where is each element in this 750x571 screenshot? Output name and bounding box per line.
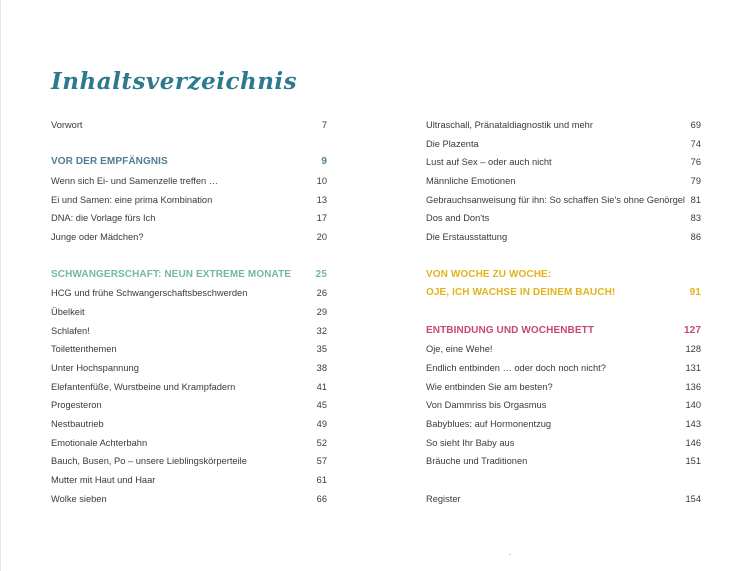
toc-entry[interactable] [426, 135, 701, 154]
entry-title: Babyblues: auf Hormonentzug [426, 419, 552, 429]
section-title: SCHWANGERSCHAFT: NEUN EXTREME MONATE [51, 268, 292, 280]
entry-title: Endlich entbinden … oder doch noch nicht? [426, 362, 606, 373]
page-number: 45 [316, 400, 327, 411]
page-number: 32 [316, 325, 327, 336]
toc-entry[interactable] [426, 153, 701, 172]
toc-entry[interactable] [51, 228, 327, 247]
toc-column-right [426, 116, 701, 508]
page-number: 146 [685, 437, 701, 448]
entry-title: Junge oder Mädchen? [51, 232, 144, 243]
toc-title: Inhaltsverzeichnis [51, 68, 298, 95]
toc-entry[interactable] [51, 191, 327, 210]
entry-title: Von Dammriss bis Orgasmus [426, 400, 547, 411]
toc-entry[interactable] [51, 340, 327, 359]
page-number: 35 [316, 344, 327, 355]
entry-title: Emotionale Achterbahn [51, 437, 148, 448]
page-number: 143 [685, 419, 701, 429]
entry-title: Gebrauchsanweisung für ihn: So schaffen Sie's ohne Genörgel [426, 194, 685, 205]
entry-title: Wenn sich Ei- und Samenzelle treffen … [51, 176, 219, 187]
entry-title: Dos and Don'ts [426, 213, 490, 224]
entry-title: DNA: die Vorlage fürs Ich [51, 213, 156, 224]
page-number: 83 [690, 213, 701, 224]
entry-title: HCG und frühe Schwangerschaftsbeschwerden [51, 288, 248, 299]
entry-title: Ei und Samen: eine prima Kombination [51, 194, 213, 205]
toc-entry[interactable] [51, 396, 327, 415]
page-number: 41 [316, 381, 327, 392]
page-number: 26 [316, 288, 327, 299]
entry-title: So sieht Ihr Baby aus [426, 437, 515, 448]
entry-title: Schlafen! [51, 325, 90, 336]
page-number: 13 [316, 194, 327, 205]
page-number: 61 [316, 475, 327, 486]
page-number: 69 [690, 120, 701, 130]
toc-spacer [426, 303, 701, 322]
page-number: 151 [685, 456, 701, 467]
toc-entry[interactable] [51, 471, 327, 490]
entry-title: Bauch, Busen, Po – unsere Lieblingskörperteile [51, 456, 247, 467]
page-number: 140 [685, 400, 701, 411]
toc-entry[interactable] [426, 340, 701, 359]
page-number: 10 [316, 176, 327, 187]
toc-section-heading[interactable] [426, 322, 701, 341]
toc-section-heading[interactable] [426, 266, 701, 285]
entry-title: Progesteron [51, 400, 102, 411]
toc-spacer [51, 247, 327, 266]
toc-spacer [51, 135, 327, 154]
toc-entry[interactable] [51, 172, 327, 191]
page-number: 154 [685, 493, 701, 504]
toc-section-heading[interactable] [51, 153, 327, 172]
toc-entry[interactable] [51, 322, 327, 341]
page-number: 136 [685, 381, 701, 392]
toc-spacer [426, 471, 701, 490]
section-title: VON WOCHE ZU WOCHE: [426, 268, 552, 280]
toc-section-heading[interactable] [426, 284, 701, 303]
page-number: 29 [316, 306, 327, 317]
section-title: ENTBINDUNG UND WOCHENBETT [426, 324, 595, 336]
page-number: 9 [321, 156, 327, 168]
page-number: 49 [316, 419, 327, 429]
section-title: VOR DER EMPFÄNGNIS [51, 156, 168, 168]
section-title: OJE, ICH WACHSE IN DEINEM BAUCH! [426, 287, 616, 299]
entry-title: Männliche Emotionen [426, 176, 516, 187]
page-number: 131 [685, 362, 701, 373]
page-number: 25 [315, 268, 327, 280]
toc-entry[interactable] [51, 490, 327, 509]
entry-title: Bräuche und Traditionen [426, 456, 528, 467]
entry-title: Die Erstausstattung [426, 232, 508, 243]
toc-entry[interactable] [51, 284, 327, 303]
page-number: 127 [684, 324, 701, 336]
entry-title: Vorwort [51, 120, 83, 130]
page-speck [509, 554, 511, 555]
toc-column-left [51, 116, 327, 508]
entry-title: Unter Hochspannung [51, 362, 139, 373]
entry-title: Übelkeit [51, 306, 85, 317]
toc-entry[interactable] [51, 378, 327, 397]
page-number: 91 [689, 287, 701, 299]
entry-title: Lust auf Sex – oder auch nicht [426, 157, 552, 168]
toc-entry[interactable] [51, 434, 327, 453]
toc-entry[interactable] [426, 415, 701, 434]
entry-title: Oje, eine Wehe! [426, 344, 493, 355]
toc-entry[interactable] [51, 116, 327, 135]
toc-entry[interactable] [426, 434, 701, 453]
toc-entry[interactable] [426, 172, 701, 191]
toc-entry[interactable] [426, 228, 701, 247]
page-number: 86 [690, 232, 701, 243]
toc-entry[interactable] [51, 452, 327, 471]
page-number: 52 [316, 437, 327, 448]
page-number: 20 [316, 232, 327, 243]
page-number: 76 [690, 157, 701, 168]
page-number: 57 [316, 456, 327, 467]
page-number: 7 [321, 120, 327, 130]
toc-entry[interactable] [426, 396, 701, 415]
toc-entry[interactable] [51, 209, 327, 228]
toc-entry[interactable] [51, 415, 327, 434]
toc-entry[interactable] [426, 452, 701, 471]
toc-entry[interactable] [426, 490, 701, 509]
page-number: 66 [316, 493, 327, 504]
page-number: 81 [690, 194, 701, 205]
page-number: 38 [316, 362, 327, 373]
entry-title: Toilettenthemen [51, 344, 117, 355]
entry-title: Wolke sieben [51, 493, 107, 504]
entry-title: Register [426, 493, 461, 504]
toc-entry[interactable] [426, 191, 701, 210]
toc-entry[interactable] [426, 116, 701, 135]
page-number: 79 [690, 176, 701, 187]
toc-entry[interactable] [426, 378, 701, 397]
toc-section-heading[interactable] [51, 266, 327, 285]
toc-entry[interactable] [51, 359, 327, 378]
page-number: 17 [316, 213, 327, 224]
entry-title: Wie entbinden Sie am besten? [426, 381, 553, 392]
toc-entry[interactable] [426, 209, 701, 228]
entry-title: Nestbautrieb [51, 419, 104, 429]
entry-title: Mutter mit Haut und Haar [51, 475, 156, 486]
toc-spacer [426, 247, 701, 266]
entry-title: Die Plazenta [426, 138, 479, 149]
page-number: 128 [685, 344, 701, 355]
entry-title: Ultraschall, Pränataldiagnostik und mehr [426, 120, 593, 130]
entry-title: Elefantenfüße, Wurstbeine und Krampfadern [51, 381, 236, 392]
toc-entry[interactable] [426, 359, 701, 378]
toc-entry[interactable] [51, 303, 327, 322]
page-number: 74 [690, 138, 701, 149]
